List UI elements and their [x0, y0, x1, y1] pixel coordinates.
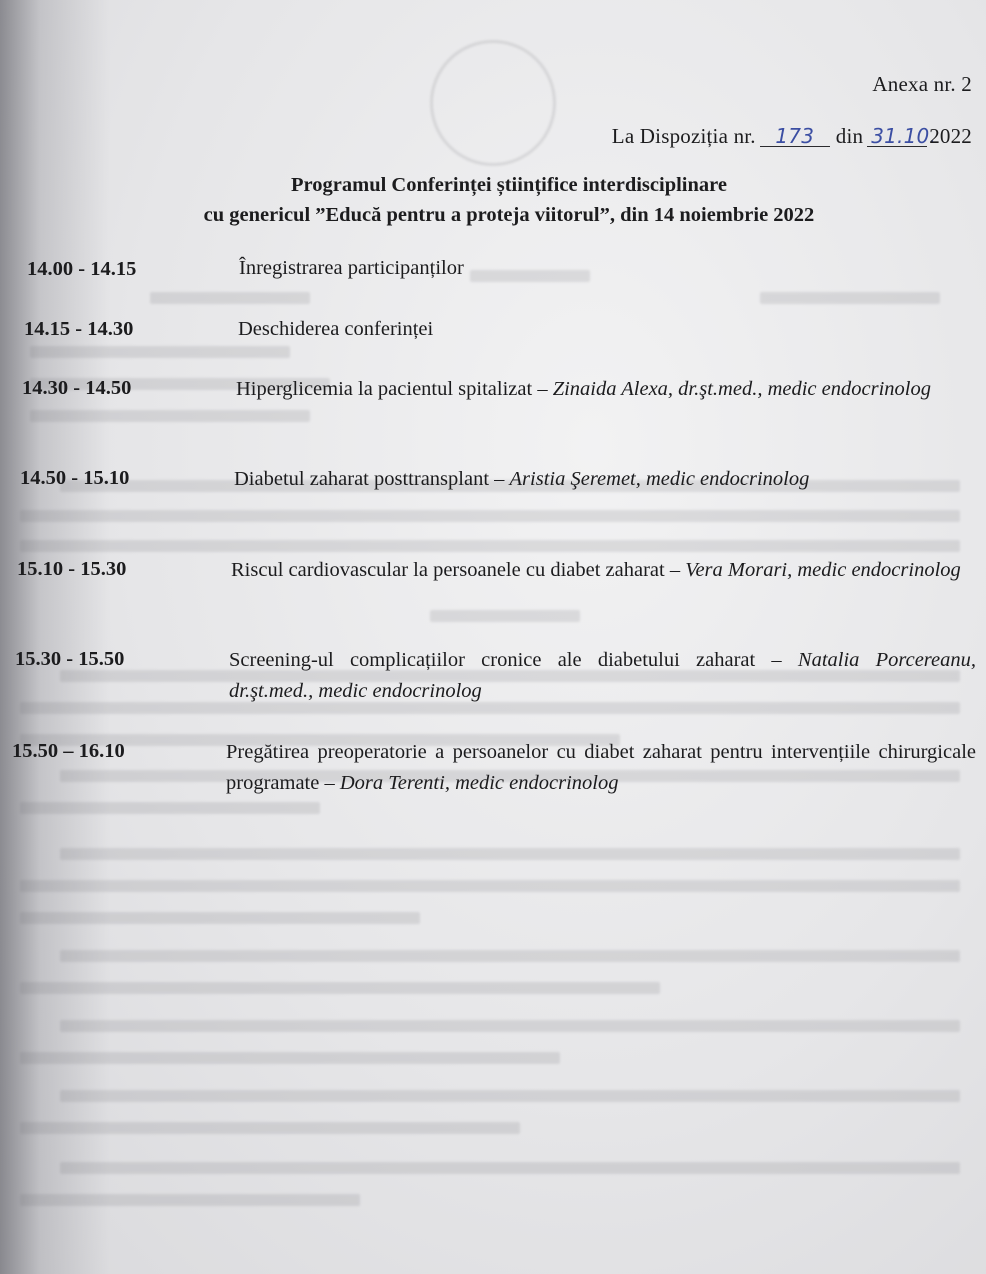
- schedule-row: [20, 467, 975, 495]
- schedule-topic: Înregistrarea participanților: [239, 257, 464, 279]
- schedule-time: 14.15 - 14.30: [24, 318, 134, 340]
- schedule-row: [27, 258, 973, 284]
- schedule-time: 15.30 - 15.50: [15, 648, 125, 670]
- schedule-description: [226, 737, 976, 799]
- schedule-row: [15, 648, 976, 707]
- schedule-row: [17, 558, 975, 586]
- disposition-date-handwritten: 31.10.: [867, 126, 927, 147]
- bleed-through-seal: [430, 40, 556, 166]
- schedule-time: 14.00 - 14.15: [27, 258, 137, 280]
- schedule-speaker: Dora Terenti, medic endocrinolog: [339, 772, 619, 794]
- schedule-description: [234, 464, 975, 495]
- schedule-time: 15.10 - 15.30: [17, 558, 127, 580]
- disposition-date-label: din: [835, 124, 864, 148]
- schedule-row: [24, 318, 973, 345]
- schedule-topic: Hiperglicemia la pacientul spitalizat –: [236, 378, 553, 400]
- schedule-topic: Screening-ul complicațiilor cronice ale diabetului zaharat –: [229, 649, 798, 671]
- schedule-time: 14.30 - 14.50: [22, 377, 132, 399]
- schedule-description: [238, 314, 958, 345]
- disposition-prefix: La Dispoziția nr.: [611, 124, 756, 148]
- program-title: Programul Conferinței științifice interdisciplinare: [291, 174, 727, 196]
- disposition-reference: [612, 124, 972, 149]
- schedule-speaker: Aristia Şeremet, medic endocrinolog: [509, 468, 810, 490]
- schedule-speaker: Zinaida Alexa, dr.şt.med., medic endocrinolog: [552, 378, 931, 400]
- schedule-row: [22, 377, 974, 405]
- schedule-speaker: Vera Morari, medic endocrinolog: [685, 559, 961, 581]
- schedule-topic: Diabetul zaharat posttransplant –: [234, 468, 510, 490]
- schedule-speaker: Natalia Porcereanu, dr.şt.med., medic endocrinolog: [229, 649, 976, 702]
- schedule-topic: Riscul cardiovascular la persoanele cu diabet zaharat –: [231, 559, 686, 581]
- schedule-row: [12, 740, 976, 799]
- disposition-number-handwritten: 173: [760, 126, 830, 147]
- schedule-description: [231, 555, 975, 586]
- schedule-topic: Pregătirea preoperatorie a persoanelor cu diabet zaharat pentru intervențiile chirurgicale programate –: [226, 741, 976, 794]
- schedule-description: [229, 645, 976, 707]
- schedule-description: [239, 253, 959, 284]
- schedule-time: 14.50 - 15.10: [20, 467, 130, 489]
- annex-label: Anexa nr. 2: [872, 72, 972, 96]
- program-subtitle: cu genericul ”Educă pentru a proteja viitorul”, din 14 noiembrie 2022: [203, 204, 815, 226]
- schedule-time: 15.50 – 16.10: [12, 740, 125, 762]
- schedule-description: [236, 374, 974, 405]
- schedule-topic: Deschiderea conferinței: [238, 318, 434, 340]
- disposition-year: 2022: [929, 124, 972, 148]
